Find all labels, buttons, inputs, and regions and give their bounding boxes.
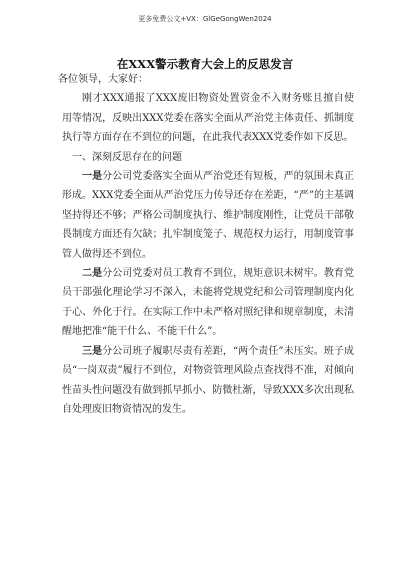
point-paragraph-2 xyxy=(62,264,354,342)
point-paragraph-1 xyxy=(62,167,354,264)
point-text-1: 分公司党委落实全面从严治党还有短板，严的氛围未真正形成。XXX党委全面从严治党压力传导还存在差距，“严”的主基调坚持得还不够；严格公司制度执行、维护制度刚性，让党员干部敬畏制度方面还有欠缺；扎牢制度笼子、规范权力运行，用制度管事管人做得还不到位。 xyxy=(62,171,355,260)
document-body xyxy=(58,70,355,419)
document-title: 在XXX警示教育大会上的反思发言 xyxy=(116,57,294,71)
point-lead-3: 三是 xyxy=(82,345,103,357)
point-lead-2: 二是 xyxy=(82,268,103,280)
intro-paragraph: 刚才XXX通报了XXX废旧物资处置资金不入财务账且擅自使用等情况，反映出XXX党委在落实全面从严治党主体责任、抓制度执行等方面存在不到位的问题，在此我代表XXX党委作如下反思。 xyxy=(62,93,354,144)
header-note: 更多免费公文+VX：GlGeGongWen2024 xyxy=(138,15,272,23)
point-lead-1: 一是 xyxy=(82,171,103,183)
section-heading: 一、深刻反思存在的问题 xyxy=(72,151,182,163)
point-text-3: 分公司班子履职尽责有差距，“两个责任”未压实。班子成员“一岗双责”履行不到位，对物资管理风险点查找得不准，对倾向性苗头性问题没有做到抓早抓小、防微杜渐，导致XXX多次出现私自处理废旧物资情况的发生。 xyxy=(62,345,354,415)
point-paragraph-3 xyxy=(62,342,354,420)
salutation: 各位领导，大家好： xyxy=(58,74,148,85)
point-text-2: 分公司党委对员工教育不到位，规矩意识未树牢。教育党员干部强化理论学习不深入，未能将党规党纪和公司管理制度内化于心、外化于行。在实际工作中未严格对照纪律和规章制度，未清醒地把准“能干什么、不能干什么”。 xyxy=(62,268,355,338)
